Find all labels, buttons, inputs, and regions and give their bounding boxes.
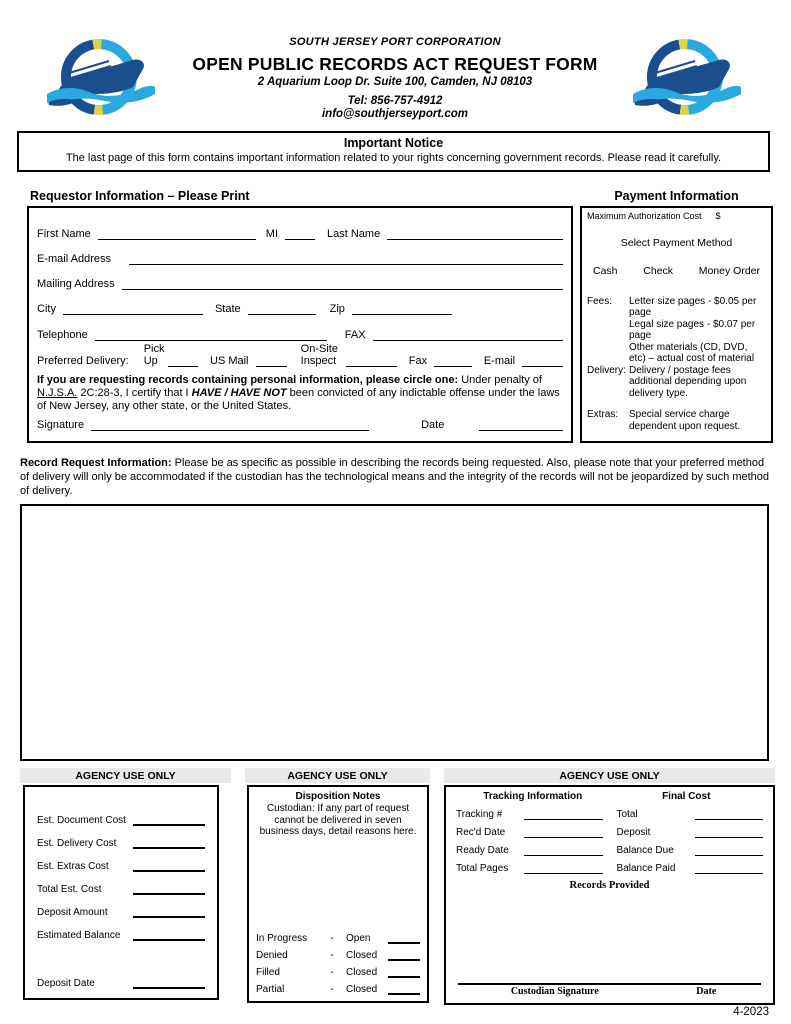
extras-section xyxy=(587,409,766,432)
max-authorization-row xyxy=(587,211,766,223)
fees-label: Fees: xyxy=(587,295,613,307)
custodian-signature-row xyxy=(456,983,763,997)
record-request-heading: Record Request Information: xyxy=(20,457,172,469)
delivery-option-pickup[interactable]: Pick Up xyxy=(143,343,165,367)
agency-use-only-header-right: AGENCY USE ONLY xyxy=(444,768,775,783)
max-auth-currency[interactable]: $ xyxy=(715,211,721,221)
status-row: In Progress - Open xyxy=(256,930,420,944)
custodian-signature-block xyxy=(458,983,652,997)
pickup-line[interactable] xyxy=(168,353,198,367)
mailing-address-line[interactable] xyxy=(122,276,563,290)
cost-row: Est. Extras Cost xyxy=(37,858,205,872)
final-cost-field: Balance Due xyxy=(617,843,764,856)
signature-date-line[interactable] xyxy=(479,417,563,431)
fax-line[interactable] xyxy=(373,327,563,341)
balance-paid-line[interactable] xyxy=(695,861,764,874)
est-delivery-cost-line[interactable] xyxy=(133,835,205,849)
preferred-delivery-label: Preferred Delivery: xyxy=(37,355,129,367)
requestor-section-heading: Requestor Information – Please Print xyxy=(30,189,250,203)
balance-due-line[interactable] xyxy=(695,843,764,856)
status-row: Denied - Closed xyxy=(256,947,420,961)
status-row: Filled - Closed xyxy=(256,964,420,978)
agency-use-only-header-left: AGENCY USE ONLY xyxy=(20,768,231,783)
agency-use-only-header-middle: AGENCY USE ONLY xyxy=(245,768,430,783)
custodian-signature-caption: Custodian Signature xyxy=(510,986,599,997)
signature-line[interactable] xyxy=(91,417,369,431)
payment-section-heading: Payment Information xyxy=(614,189,739,203)
ready-date-line[interactable] xyxy=(524,843,603,856)
mi-line[interactable] xyxy=(285,226,315,240)
onsite-inspect-line[interactable] xyxy=(346,353,397,367)
recd-date-line[interactable] xyxy=(524,825,603,838)
final-cost-field: Deposit xyxy=(617,825,764,838)
payment-method-money-order[interactable]: Money Order xyxy=(698,265,760,277)
records-provided-label: Records Provided xyxy=(569,880,650,891)
fax-delivery-line[interactable] xyxy=(434,353,472,367)
first-name-line[interactable] xyxy=(98,226,256,240)
estimated-balance-line[interactable] xyxy=(133,927,205,941)
final-cost-field: Balance Paid xyxy=(617,861,764,874)
tracking-field: Total Pages xyxy=(456,861,603,874)
in-progress-open-line[interactable] xyxy=(388,930,420,944)
custodian-date-block xyxy=(652,983,761,997)
delivery-fees-label: Delivery: xyxy=(587,364,626,376)
last-name-label: Last Name xyxy=(327,228,381,240)
tracking-field: Ready Date xyxy=(456,843,603,856)
fees-section xyxy=(587,296,766,365)
tracking-column xyxy=(456,807,603,879)
state-label: State xyxy=(214,303,241,315)
tracking-information-heading: Tracking Information xyxy=(483,791,583,802)
signature-label: Signature xyxy=(37,419,85,432)
org-email: info@southjerseyport.com xyxy=(321,108,469,120)
est-extras-cost-line[interactable] xyxy=(133,858,205,872)
have-have-not-options[interactable]: HAVE / HAVE NOT xyxy=(191,386,287,399)
est-document-cost-line[interactable] xyxy=(133,812,205,826)
cost-row: Estimated Balance xyxy=(37,927,205,941)
city-line[interactable] xyxy=(63,301,203,315)
cost-row: Total Est. Cost xyxy=(37,881,205,895)
partial-closed-line[interactable] xyxy=(388,981,420,995)
cost-row: Deposit Date xyxy=(37,975,205,989)
important-notice-box xyxy=(17,131,770,172)
delivery-option-fax[interactable]: Fax xyxy=(408,355,428,367)
telephone-label: Telephone xyxy=(37,329,88,341)
deposit-date-line[interactable] xyxy=(133,975,205,989)
notice-title: Important Notice xyxy=(343,136,444,150)
total-pages-line[interactable] xyxy=(524,861,603,874)
final-cost-column xyxy=(617,807,764,879)
form-revision-date: 4-2023 xyxy=(733,1006,769,1018)
delivery-option-onsite-inspect[interactable]: On-Site Inspect xyxy=(300,343,338,367)
agency-cost-box xyxy=(23,785,219,1000)
final-cost-heading: Final Cost xyxy=(662,791,711,802)
form-header xyxy=(130,36,660,120)
personal-info-certification: If you are requesting records containing personal information, please circle one: Under penalty of N.J.S.A. 2C:28-3, I certify that I HAVE / HAVE NOT been convicted of any indictable offense under the laws of New Jersey, any other state, or the United States. xyxy=(37,374,560,412)
last-name-line[interactable] xyxy=(387,226,563,240)
custodian-date-line[interactable] xyxy=(652,983,761,985)
requestor-info-box xyxy=(27,206,573,443)
record-request-entry-box[interactable] xyxy=(20,504,769,761)
fees-text: Letter size pages - $0.05 per page Legal size pages - $0.07 per page Other materials (CD, DVD, etc) – actual cost of material xyxy=(629,295,757,364)
max-auth-label: Maximum Authorization Cost xyxy=(587,211,702,221)
cost-row: Est. Delivery Cost xyxy=(37,835,205,849)
tracking-field: Tracking # xyxy=(456,807,603,820)
mi-label: MI xyxy=(265,228,279,240)
delivery-option-us-mail[interactable]: US Mail xyxy=(210,355,249,367)
disposition-notes-area[interactable] xyxy=(256,838,420,928)
disposition-notes-title: Disposition Notes xyxy=(295,791,381,802)
mailing-address-label: Mailing Address xyxy=(37,278,115,290)
extras-label: Extras: xyxy=(587,409,619,420)
page-title: OPEN PUBLIC RECORDS ACT REQUEST FORM xyxy=(192,54,598,74)
state-line[interactable] xyxy=(248,301,316,315)
city-label: City xyxy=(37,303,56,315)
zip-label: Zip xyxy=(329,303,345,315)
select-payment-method-label: Select Payment Method xyxy=(620,236,733,249)
custodian-date-caption: Date xyxy=(696,986,717,997)
payment-info-box xyxy=(580,206,773,443)
disposition-notes-body: Custodian: If any part of request cannot be delivered in seven business days, detail reasons here. xyxy=(259,803,417,837)
record-request-intro: Record Request Information: Please be as specific as possible in describing the records being requested. Also, please note that your preferred method of delivery will only be accommodated if the custodian has the technological means and the integrity of the records will not be jeopardized by such method of delivery. xyxy=(20,457,770,497)
us-mail-line[interactable] xyxy=(256,353,287,367)
records-provided-area[interactable] xyxy=(456,891,763,983)
total-est-cost-line[interactable] xyxy=(133,881,205,895)
agency-tracking-box xyxy=(444,785,775,1005)
final-cost-field: Total xyxy=(617,807,764,820)
delivery-option-email[interactable]: E-mail xyxy=(483,355,516,367)
signature-date-label: Date xyxy=(421,419,445,432)
filled-closed-line[interactable] xyxy=(388,964,420,978)
extras-text: Special service charge dependent upon request. xyxy=(629,409,741,432)
tracking-field: Rec'd Date xyxy=(456,825,603,838)
tracking-headers xyxy=(456,791,763,802)
deposit-line[interactable] xyxy=(695,825,764,838)
deposit-amount-line[interactable] xyxy=(133,904,205,918)
statute-reference: N.J.S.A. xyxy=(37,386,78,399)
status-row: Partial - Closed xyxy=(256,981,420,995)
payment-method-check[interactable]: Check xyxy=(643,265,673,277)
org-address: 2 Aquarium Loop Dr. Suite 100, Camden, NJ 08103 xyxy=(257,76,533,88)
zip-line[interactable] xyxy=(352,301,452,315)
delivery-fees-section xyxy=(587,365,766,400)
cost-row: Deposit Amount xyxy=(37,904,205,918)
email-delivery-line[interactable] xyxy=(522,353,563,367)
total-line[interactable] xyxy=(695,807,764,820)
payment-methods-row xyxy=(587,266,766,278)
payment-method-cash[interactable]: Cash xyxy=(593,265,618,277)
custodian-signature-line[interactable] xyxy=(458,983,652,985)
email-address-line[interactable] xyxy=(129,251,563,265)
tracking-number-line[interactable] xyxy=(524,807,603,820)
agency-disposition-box xyxy=(247,785,429,1003)
email-address-label: E-mail Address xyxy=(37,253,111,265)
fax-label: FAX xyxy=(344,329,366,341)
delivery-fees-text: Delivery / postage fees additional depending upon delivery type. xyxy=(629,364,747,399)
notice-body: The last page of this form contains important information related to your rights concerning government records. Please read it carefully. xyxy=(65,152,722,164)
organization-name: SOUTH JERSEY PORT CORPORATION xyxy=(289,36,501,48)
cost-row: Est. Document Cost xyxy=(37,812,205,826)
denied-closed-line[interactable] xyxy=(388,947,420,961)
telephone-line[interactable] xyxy=(95,327,327,341)
certification-bold-intro: If you are requesting records containing personal information, please circle one: xyxy=(37,374,459,386)
org-telephone: Tel: 856-757-4912 xyxy=(347,95,443,107)
first-name-label: First Name xyxy=(37,228,91,240)
